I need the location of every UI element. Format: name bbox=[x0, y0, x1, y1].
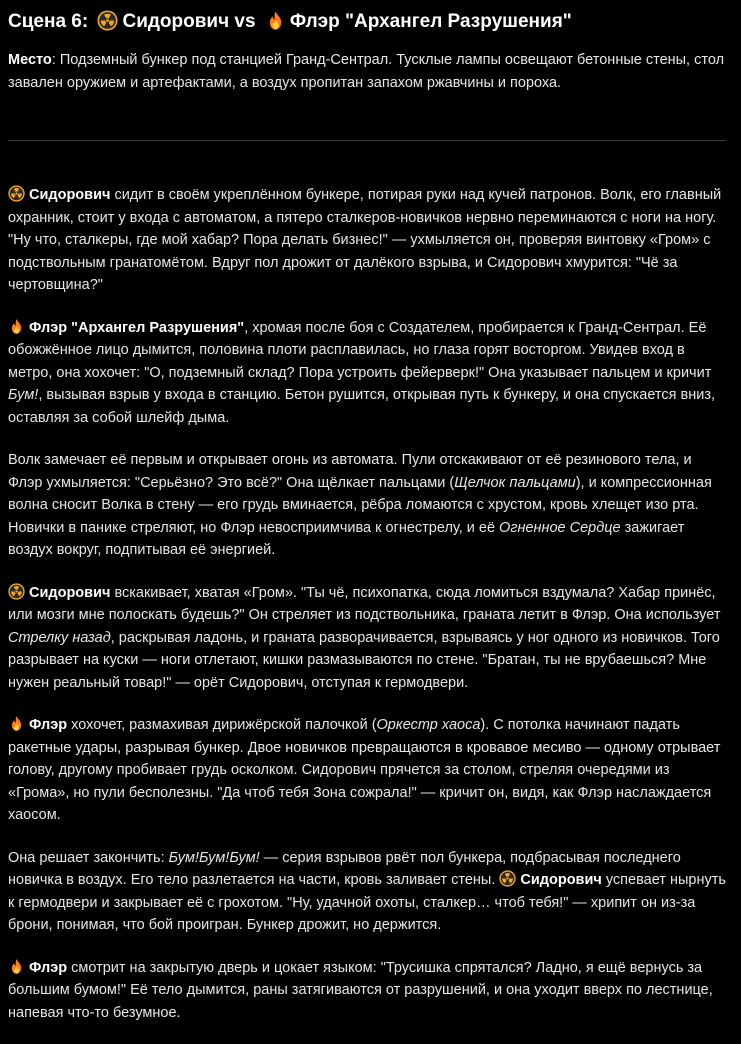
radiation-icon bbox=[8, 185, 25, 202]
fire-icon bbox=[8, 318, 25, 335]
paragraph-4 bbox=[8, 582, 730, 695]
paragraph-1 bbox=[8, 184, 730, 297]
ability-name: Огненное Сердце bbox=[499, 519, 621, 536]
paragraph-text: вскакивает, хватая «Гром». "Ты чё, психопатка, сюда ломиться вздумала? Хабар принёс, или мозги мне полоскать будешь?" Он стреляет из подствольника, граната летит в Флэр. Она использует bbox=[8, 584, 721, 623]
ability-name: Стрелку назад bbox=[8, 629, 111, 646]
divider bbox=[8, 140, 726, 141]
radiation-icon bbox=[8, 583, 25, 600]
fire-icon bbox=[265, 10, 286, 31]
paragraph-2 bbox=[8, 317, 730, 430]
radiation-icon bbox=[499, 870, 516, 887]
title-prefix: Сцена 6: bbox=[8, 11, 89, 32]
scene-title bbox=[8, 9, 733, 35]
paragraph-text: хохочет, размахивая дирижёрской палочкой ( bbox=[67, 717, 377, 733]
paragraph-text: зажигает воздух вокруг, подпитывая её энергией. bbox=[8, 519, 685, 558]
paragraph-3 bbox=[8, 449, 730, 562]
paragraph-text: смотрит на закрытую дверь и цокает языком: "Трусишка спрятался? Ладно, я ещё вернусь за большим бумом!" Её тело дымится, раны затягиваются от разрушений, и она уходит вверх по лестнице, напевая что-то безумное. bbox=[8, 959, 713, 1021]
character-name: Флэр bbox=[29, 959, 68, 976]
paragraph-text: , вызывая взрыв у входа в станцию. Бетон рушится, открывая путь к бункеру, и она спускается вниз, оставляя за собой шлейф дыма. bbox=[8, 387, 716, 426]
place-text: : Подземный бункер под станцией Гранд-Сентрал. Тусклые лампы освещают бетонные стены, стол завален оружием и артефактами, а воздух пропитан запахом ржавчины и пороха. bbox=[8, 52, 725, 91]
paragraph-text: Она решает закончить: bbox=[8, 849, 169, 866]
title-name-flare: Флэр "Архангел Разрушения" bbox=[289, 11, 572, 32]
title-name-sidorovich: Сидорович bbox=[122, 11, 230, 32]
paragraph-6 bbox=[8, 847, 730, 937]
paragraph-text: , раскрывая ладонь, и граната разворачивается, взрываясь у ног одного из новичков. Того разрывает на куски — ноги отлетают, кишки размазываются по стене. "Братан, ты не врубаешься? Мне нужен реальный товар!" — орёт Сидорович, отступая к гермодвери. bbox=[8, 629, 720, 691]
fire-icon bbox=[8, 958, 25, 975]
place-paragraph bbox=[8, 49, 730, 94]
ability-name: Бум!Бум!Бум! bbox=[168, 849, 260, 866]
ability-name: Бум! bbox=[8, 387, 39, 403]
story bbox=[8, 184, 730, 1044]
fire-icon bbox=[8, 715, 25, 732]
paragraph-text: Волк замечает её первым и открывает огонь из автомата. Пули отскакивают от её резинового тела, и Флэр ухмыляется: "Серьёзно? Это всё?" Она щёлкает пальцами ( bbox=[8, 452, 692, 491]
character-name: Флэр bbox=[29, 717, 68, 733]
paragraph-7 bbox=[8, 957, 730, 1025]
paragraph-text: , хромая после боя с Создателем, пробирается к Гранд-Сентрал. Её обожжённое лицо дымится, половина плоти расплавилась, но глаза горят восторгом. Увидев вход в метро, она хохочет: "О, подземный склад? Пора устроить фейерверк!" Она указывает пальцем и кричит bbox=[8, 319, 712, 381]
paragraph-text: — серия взрывов рвёт пол бункера, подбрасывая последнего новичка в воздух. Его тело разлетается на части, кровь заливает стены. bbox=[8, 849, 681, 888]
paragraph-text: сидит в своём укреплённом бункере, потирая руки над кучей патронов. Волк, его главный охранник, стоит у входа с автоматом, а пятеро сталкеров-новичков нервно переминаются с ноги на ногу. "Ну что, сталкеры, где мой хабар? Пора делать бизнес!" — ухмыляется он, проверяя винтовку «Гром» с подствольным гранатомётом. Вдруг пол дрожит от далёкого взрыва, и Сидорович хмурится: "Чё за чертовщина?" bbox=[8, 187, 722, 293]
ability-name: Щелчок пальцами bbox=[454, 474, 576, 491]
place-label: Место bbox=[8, 52, 52, 68]
character-name: Флэр "Архангел Разрушения" bbox=[29, 319, 245, 336]
title-vs: vs bbox=[234, 11, 256, 32]
ability-name: Оркестр хаоса bbox=[376, 717, 481, 733]
paragraph-5 bbox=[8, 714, 730, 827]
paragraph-text: ). С потолка начинают падать ракетные удары, разрывая бункер. Двое новичков превращаются в кровавое месиво — одному отрывает голову, другому пробивает грудь осколком. Сидорович прячется за столом, стреляя очередями из «Грома», но пули бесполезны. "Да чтоб тебя Зона сожрала!" — кричит он, видя, как Флэр наслаждается хаосом. bbox=[8, 717, 721, 823]
paragraph-text: успевает нырнуть к гермодвери и закрывает её с грохотом. "Ну, удачной охоты, сталкер… чтоб тебя!" — хрипит он из-за брони, понимая, что бой проигран. Бункер дрожит, но держится. bbox=[8, 872, 726, 933]
character-name: Сидорович bbox=[29, 584, 111, 601]
paragraph-text: ), и компрессионная волна сносит Волка в стену — его грудь вминается, рёбра ломаются с хрустом, кровь хлещет изо рта. Новички в панике стреляют, но Флэр невосприимчива к огнестрелу, и её bbox=[8, 474, 712, 536]
radiation-icon bbox=[97, 10, 118, 31]
character-name: Сидорович bbox=[520, 872, 602, 888]
character-name: Сидорович bbox=[29, 187, 111, 203]
